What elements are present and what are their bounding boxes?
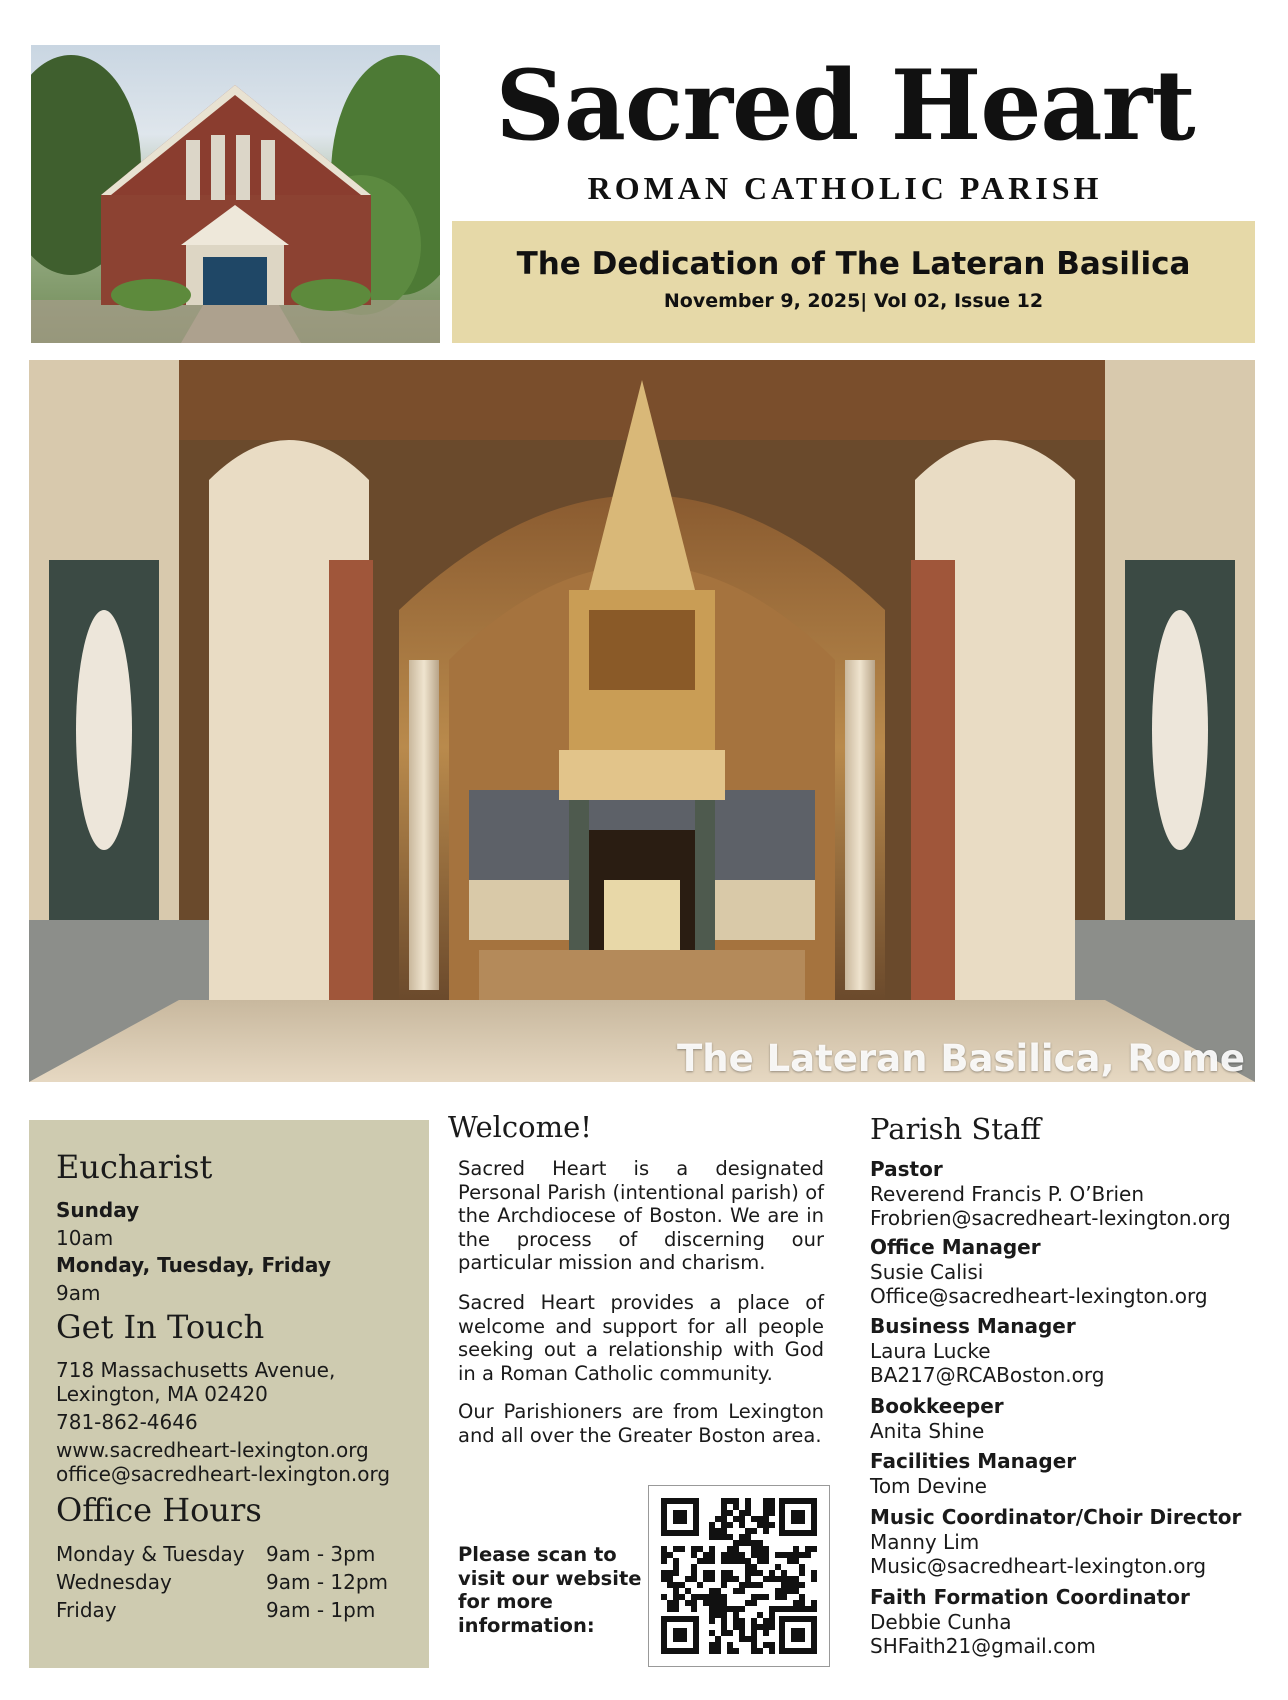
staff-name: Reverend Francis P. O’Brien (870, 1182, 1145, 1206)
staff-role: Faith Formation Coordinator (870, 1585, 1190, 1609)
issue-line: November 9, 2025| Vol 02, Issue 12 (663, 290, 1044, 312)
sunday-label: Sunday (56, 1198, 140, 1222)
staff-name: Debbie Cunha (870, 1610, 1012, 1634)
website-link[interactable]: www.sacredheart-lexington.org (56, 1438, 369, 1462)
eucharist-heading: Eucharist (56, 1148, 213, 1186)
staff-role: Business Manager (870, 1314, 1076, 1338)
feast-title: The Dedication of The Lateran Basilica (516, 246, 1191, 282)
weekday-label: Monday, Tuesday, Friday (56, 1253, 331, 1277)
contact-heading: Get In Touch (56, 1308, 265, 1346)
title-band (452, 221, 1255, 343)
welcome-paragraph: Sacred Heart provides a place of welcome and support for all people seeking out a relationship with God in a Roman Catholic community. (458, 1291, 824, 1385)
phone-number[interactable]: 781-862-4646 (56, 1410, 198, 1434)
staff-email[interactable]: Music@sacredheart-lexington.org (870, 1554, 1207, 1578)
office-hours-time: 9am - 3pm (266, 1542, 376, 1566)
photo-caption: The Lateran Basilica, Rome (677, 1037, 1245, 1080)
office-hours-time: 9am - 1pm (266, 1598, 376, 1622)
church-exterior-photo (31, 45, 440, 343)
weekday-time: 9am (56, 1281, 101, 1305)
staff-name: Susie Calisi (870, 1260, 984, 1284)
staff-email[interactable]: SHFaith21@gmail.com (870, 1634, 1096, 1658)
staff-name: Laura Lucke (870, 1339, 991, 1363)
staff-role: Facilities Manager (870, 1449, 1077, 1473)
scan-instructions: Please scan to visit our website for more information: (458, 1543, 642, 1637)
welcome-paragraph: Sacred Heart is a designated Personal Parish (intentional parish) of the Archdiocese of Boston. We are in the process of discerning our particular mission and charism. (458, 1157, 824, 1274)
staff-heading: Parish Staff (870, 1112, 1041, 1146)
office-hours-day: Friday (56, 1598, 117, 1622)
staff-role: Bookkeeper (870, 1394, 1004, 1418)
sunday-time: 10am (56, 1226, 114, 1250)
office-hours-heading: Office Hours (56, 1491, 262, 1529)
welcome-heading: Welcome! (448, 1110, 592, 1144)
office-hours-day: Monday & Tuesday (56, 1542, 245, 1566)
staff-role: Office Manager (870, 1235, 1041, 1259)
address-line1: 718 Massachusetts Avenue, (56, 1358, 336, 1382)
basilica-interior-photo (29, 360, 1255, 1082)
staff-name: Tom Devine (870, 1474, 987, 1498)
address-line2: Lexington, MA 02420 (56, 1382, 268, 1406)
staff-email[interactable]: Frobrien@sacredheart-lexington.org (870, 1206, 1231, 1230)
office-hours-day: Wednesday (56, 1570, 172, 1594)
staff-name: Anita Shine (870, 1419, 985, 1443)
welcome-paragraph: Our Parishioners are from Lexington and all over the Greater Boston area. (458, 1400, 824, 1447)
parish-subtitle: ROMAN CATHOLIC PARISH (587, 170, 1103, 206)
qr-code[interactable] (648, 1485, 830, 1667)
staff-role: Pastor (870, 1157, 943, 1181)
staff-role: Music Coordinator/Choir Director (870, 1505, 1242, 1529)
office-hours-time: 9am - 12pm (266, 1570, 389, 1594)
parish-name: Sacred Heart (495, 49, 1195, 162)
info-panel (29, 1120, 429, 1668)
staff-name: Manny Lim (870, 1530, 980, 1554)
staff-email[interactable]: Office@sacredheart-lexington.org (870, 1284, 1208, 1308)
email-link[interactable]: office@sacredheart-lexington.org (56, 1462, 391, 1486)
staff-email[interactable]: BA217@RCABoston.org (870, 1363, 1105, 1387)
